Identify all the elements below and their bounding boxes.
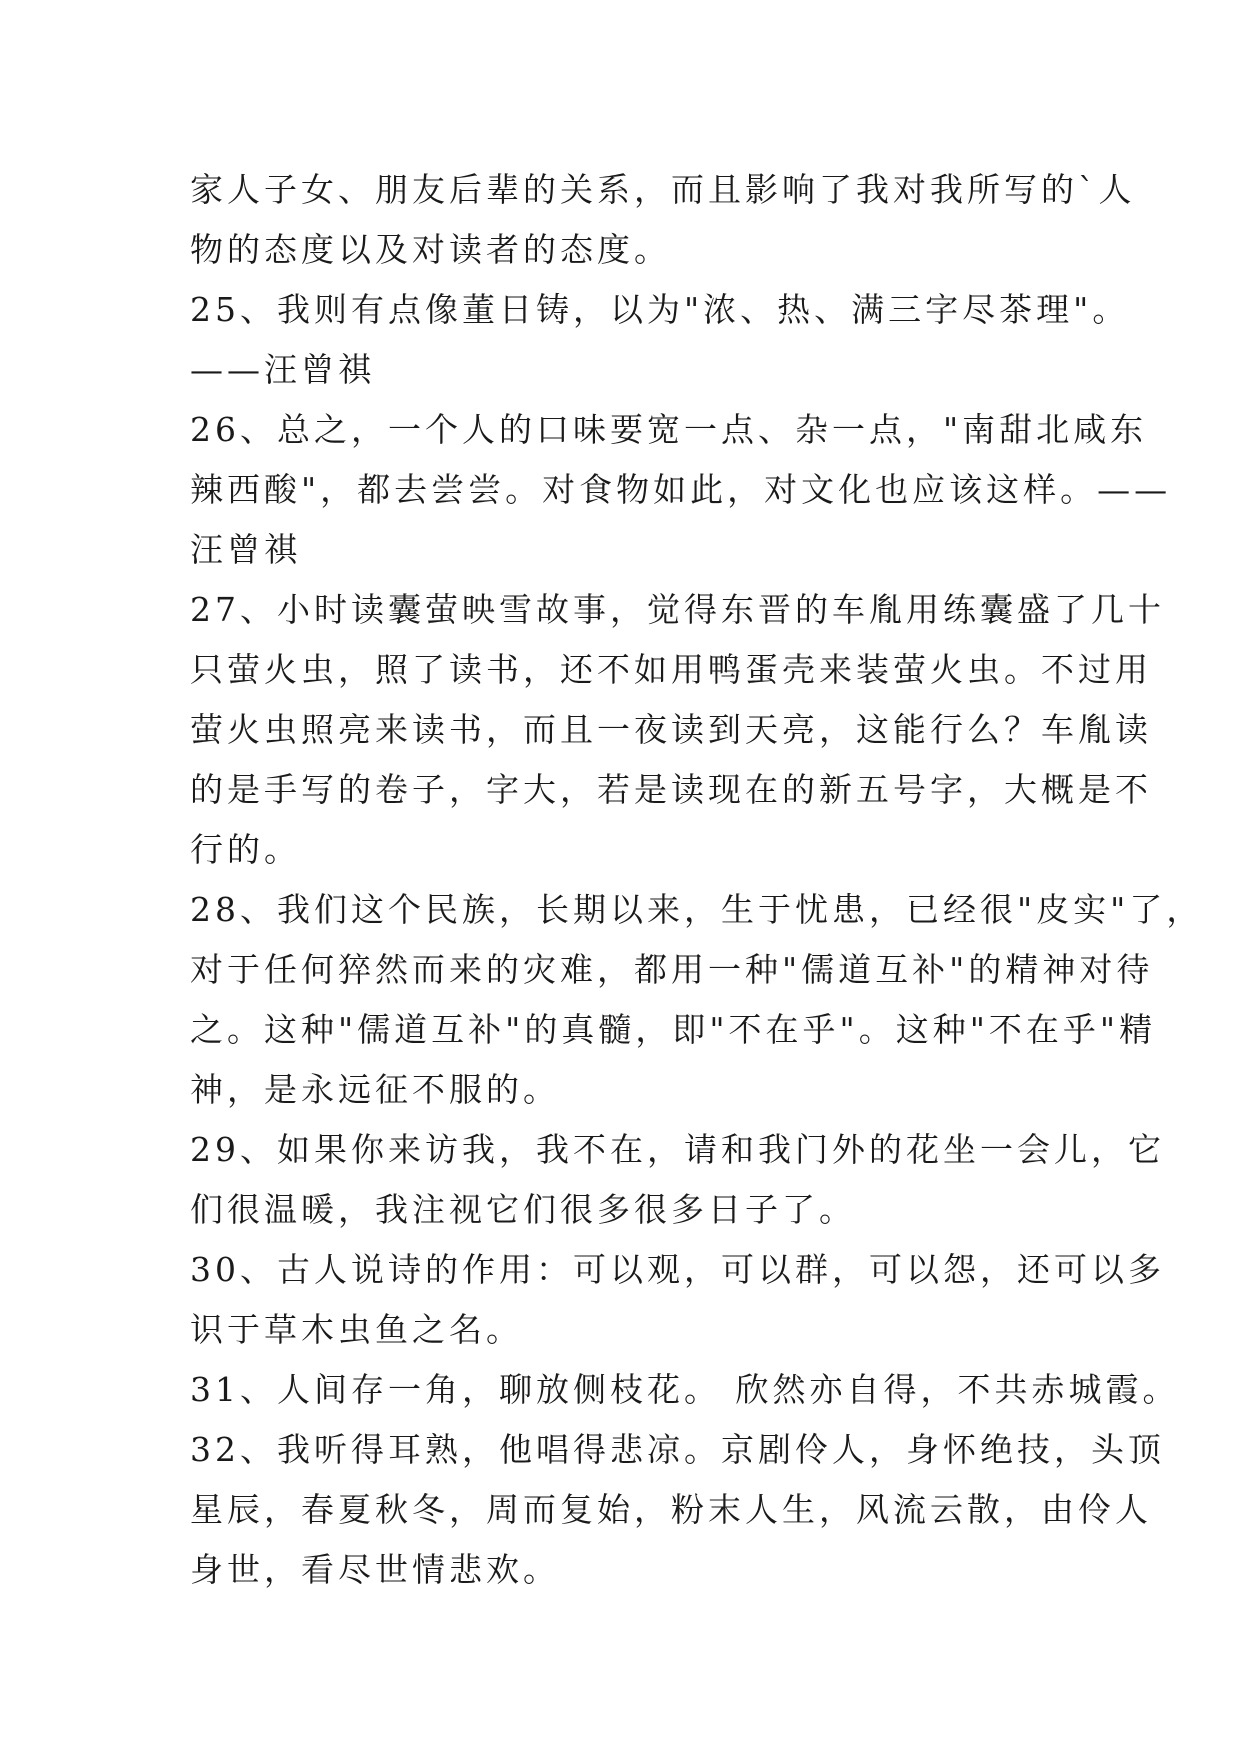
- text-line: 识于草木虫鱼之名。: [190, 1310, 523, 1349]
- text-line: 31、人间存一角，聊放侧枝花。 欣然亦自得，不共赤城霞。: [190, 1370, 1180, 1409]
- text-line: 29、如果你来访我，我不在，请和我门外的花坐一会儿，它: [190, 1130, 1165, 1169]
- text-line: 神，是永远征不服的。: [190, 1070, 560, 1109]
- text-line: 28、我们这个民族，长期以来，生于忧患，已经很"皮实"了，: [190, 890, 1204, 929]
- text-line: 32、我听得耳熟，他唱得悲凉。京剧伶人，身怀绝技，头顶: [190, 1430, 1165, 1469]
- text-line: 辣西酸"，都去尝尝。对食物如此，对文化也应该这样。——: [190, 470, 1172, 509]
- text-line: 萤火虫照亮来读书，而且一夜读到天亮，这能行么？车胤读: [190, 710, 1152, 749]
- text-line: 行的。: [190, 830, 301, 869]
- text-line: 的是手写的卷子，字大，若是读现在的新五号字，大概是不: [190, 770, 1152, 809]
- text-line: 之。这种"儒道互补"的真髓，即"不在乎"。这种"不在乎"精: [190, 1010, 1157, 1049]
- text-line: 汪曾祺: [190, 530, 301, 569]
- text-line: 对于任何猝然而来的灾难，都用一种"儒道互补"的精神对待: [190, 950, 1154, 989]
- body-text: [190, 160, 1204, 1600]
- text-line: 身世，看尽世情悲欢。: [190, 1550, 560, 1589]
- text-line: 们很温暖，我注视它们很多很多日子了。: [190, 1190, 856, 1229]
- text-line: 物的态度以及对读者的态度。: [190, 230, 671, 269]
- text-line: 家人子女、朋友后辈的关系，而且影响了我对我所写的`人: [190, 170, 1136, 209]
- text-line: 26、总之，一个人的口味要宽一点、杂一点，"南甜北咸东: [190, 410, 1148, 449]
- text-line: ——汪曾祺: [190, 350, 375, 389]
- text-line: 30、古人说诗的作用：可以观，可以群，可以怨，还可以多: [190, 1250, 1165, 1289]
- text-line: 27、小时读囊萤映雪故事，觉得东晋的车胤用练囊盛了几十: [190, 590, 1165, 629]
- text-line: 星辰，春夏秋冬，周而复始，粉末人生，风流云散，由伶人: [190, 1490, 1152, 1529]
- text-line: 只萤火虫，照了读书，还不如用鸭蛋壳来装萤火虫。不过用: [190, 650, 1152, 689]
- text-line: 25、我则有点像董日铸，以为"浓、热、满三字尽茶理"。: [190, 290, 1130, 329]
